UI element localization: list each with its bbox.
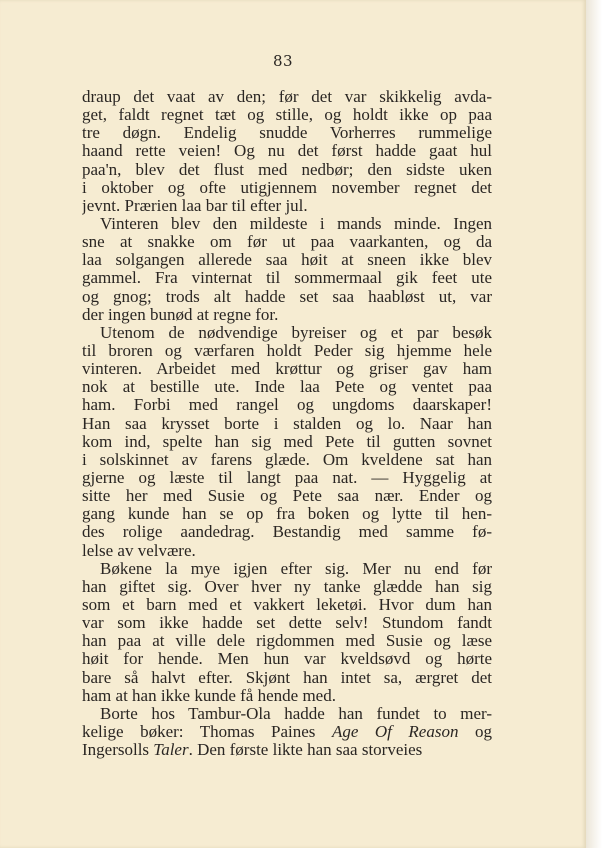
text-line [82, 179, 492, 197]
line-text: han paa at ville dele rigdommen med Susie og læse [82, 632, 492, 651]
text-line [82, 451, 492, 469]
line-text: haand rette veien! Og nu det først hadde gaat hul [82, 142, 492, 161]
line-text: draup det vaat av den; før det var skikkelig avda- [82, 88, 492, 106]
text-line [82, 469, 492, 487]
text-line [82, 415, 492, 433]
text-line [82, 360, 492, 378]
text-line [82, 542, 492, 560]
line-text: paa'n, blev det flust med nedbør; den sidste uken [82, 160, 492, 179]
line-text: vinteren. Arbeidet med krøttur og griser gav ham [82, 360, 492, 379]
line-text: og gnog; trods alt hadde set saa haabløst ut, var [82, 287, 492, 306]
line-text: lelse av velvære. [82, 541, 196, 560]
text-line [82, 505, 492, 523]
text-line [82, 378, 492, 396]
line-text: gjerne og læste til langt paa nat. — Hyggelig at [82, 468, 492, 487]
line-text: sne at snakke om før ut paa vaarkanten, og da [82, 233, 492, 252]
text-line [82, 596, 492, 614]
text-line [82, 741, 492, 759]
text-line [82, 161, 492, 179]
text-line [82, 215, 492, 233]
line-text: Utenom de nødvendige byreiser og et par besøk [100, 323, 492, 342]
text-line [82, 578, 492, 596]
line-text: han giftet sig. Over hver ny tanke glædde han sig [82, 577, 492, 596]
text-line [82, 106, 492, 124]
line-text: Borte hos Tambur-Ola hadde han fundet to mer- [100, 704, 492, 723]
text-line [82, 233, 492, 251]
text-line [82, 523, 492, 541]
line-text: jevnt. Prærien laa bar til efter jul. [82, 196, 308, 215]
line-text: var som ikke hadde set dette selv! Stundom fandt [82, 614, 492, 633]
line-text: kom ind, spelte han sig med Pete til gutten sovnet [82, 432, 492, 451]
line-text: bare så halvt efter. Skjønt han intet sa, ærgret det [82, 668, 492, 687]
text-line [82, 306, 492, 324]
text-line [82, 251, 492, 269]
text-line [82, 560, 492, 578]
text-line [82, 142, 492, 160]
line-text: tre døgn. Endelig snudde Vorherres rummelige [82, 124, 492, 143]
text-line [82, 614, 492, 632]
text-line [82, 324, 492, 342]
italic-title: Taler [153, 741, 189, 760]
line-text: i oktober og ofte utigjennem november regnet det [82, 178, 492, 197]
line-text: ham. Forbi med rangel og ungdoms daarskaper! [82, 396, 492, 415]
line-text: nok at bestille ute. Inde laa Pete og ventet paa [82, 378, 492, 397]
line-text: Ingersolls [82, 741, 154, 760]
line-text: laa solgangen allerede saa høit at sneen ikke blev [82, 251, 492, 270]
text-line [82, 288, 492, 306]
text-line [82, 687, 492, 705]
text-line [82, 705, 492, 723]
text-line [82, 433, 492, 451]
line-text: Vinteren blev den mildeste i mands minde. Ingen [100, 214, 492, 233]
line-text: Bøkene la mye igjen efter sig. Mer nu end før [100, 559, 492, 578]
text-line [82, 88, 492, 106]
page-number: 83 [272, 52, 294, 70]
text-line [82, 650, 492, 668]
line-text: som et barn med et vakkert leketøi. Hvor dum han [82, 595, 492, 614]
line-text: . Den første likte han saa storveies [188, 741, 423, 760]
line-text: til broren og værfaren holdt Peder sig hjemme hele [82, 341, 492, 360]
line-text: get, faldt regnet tæt og stille, og holdt ikke op paa [82, 106, 492, 125]
line-text: høit for hende. Men hun var kveldsøvd og hørte [82, 650, 492, 669]
text-line [82, 396, 492, 414]
line-text: Han saa krysset borte i stalden og lo. Naar han [82, 414, 492, 433]
line-text: des rolige aandedrag. Bestandig med samme fø- [82, 523, 492, 542]
text-line [82, 723, 492, 741]
line-text: og [458, 722, 492, 741]
page-edge [586, 0, 602, 848]
line-text: i solskinnet av farens glæde. Om kveldene sat han [82, 450, 492, 469]
text-line [82, 124, 492, 142]
text-line [82, 197, 492, 215]
text-line [82, 342, 492, 360]
body-text [82, 88, 492, 759]
italic-title: Age Of Reason [331, 722, 459, 741]
line-text: ham at han ikke kunde få hende med. [82, 686, 336, 705]
line-text: gammel. Fra vinternat til sommermaal gik feet ute [82, 269, 492, 288]
line-text: sitte her med Susie og Pete saa nær. Ender og [82, 487, 492, 506]
text-line [82, 632, 492, 650]
line-text: kelige bøker: Thomas Paines [82, 722, 332, 741]
text-line [82, 487, 492, 505]
line-text: der ingen bunød at regne for. [82, 305, 279, 324]
line-text: gang kunde han se op fra boken og lytte til hen- [82, 505, 492, 524]
text-line [82, 669, 492, 687]
text-line [82, 269, 492, 287]
